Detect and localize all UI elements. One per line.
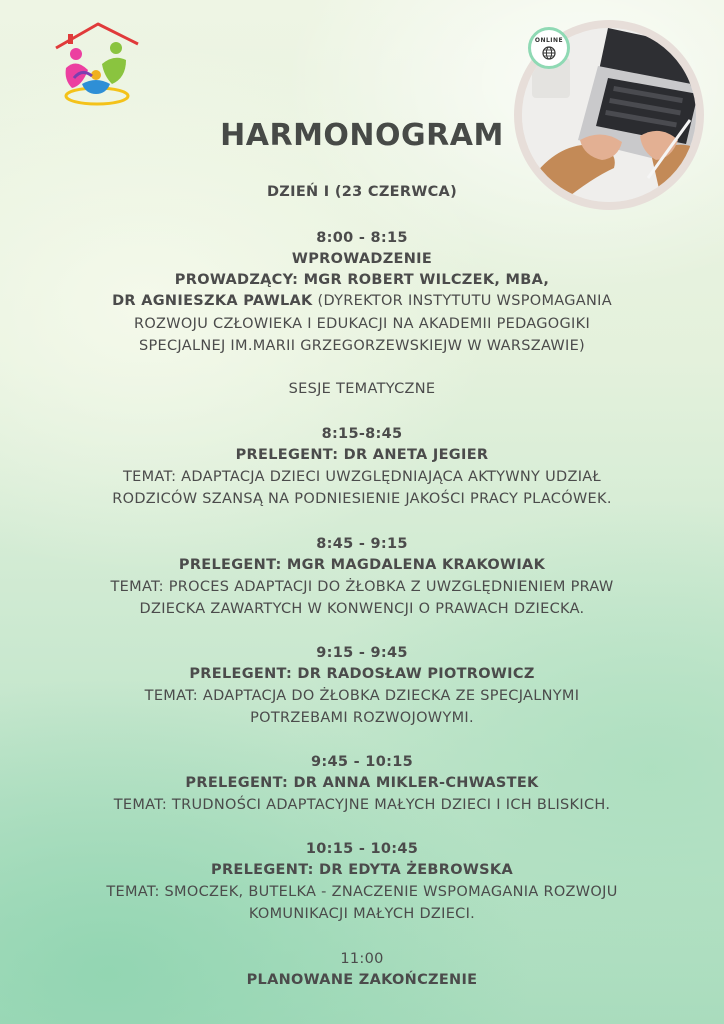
session-topic-line: POTRZEBAMI ROZWOJOWYMI.	[250, 710, 474, 726]
intro-time: 8:00 - 8:15	[316, 230, 408, 246]
session-topic-line: TEMAT: PROCES ADAPTACJI DO ŻŁOBKA Z UWZGLĘDNIENIEM PRAW	[110, 579, 614, 595]
session-topic-line: TEMAT: ADAPTACJA DZIECI UWZGLĘDNIAJĄCA AKTYWNY UDZIAŁ	[123, 469, 601, 485]
session-topic-line: RODZICÓW SZANSĄ NA PODNIESIENIE JAKOŚCI PRACY PLACÓWEK.	[112, 491, 612, 507]
session-time: 8:45 - 9:15	[316, 536, 408, 552]
session-topic-line: DZIECKA ZAWARTYCH W KONWENCJI O PRAWACH DZIECKA.	[139, 601, 585, 617]
session-topic-line: KOMUNIKACJI MAŁYCH DZIECI.	[248, 906, 476, 922]
session-topic-line: TEMAT: TRUDNOŚCI ADAPTACYJNE MAŁYCH DZIECI I ICH BLISKICH.	[113, 797, 611, 813]
session-speaker: PRELEGENT: DR ANETA JEGIER	[235, 447, 489, 463]
session-time: 8:15-8:45	[321, 426, 403, 442]
session-topic-line: TEMAT: ADAPTACJA DO ŻŁOBKA DZIECKA ZE SPECJALNYMI	[144, 688, 580, 704]
session-speaker: PRELEGENT: DR RADOSŁAW PIOTROWICZ	[189, 666, 535, 682]
sessions-heading: SESJE TEMATYCZNE	[288, 381, 436, 397]
intro-line3: ROZWOJU CZŁOWIEKA I EDUKACJI NA AKADEMII PEDAGOGIKI	[133, 316, 591, 332]
session-speaker: PRELEGENT: DR ANNA MIKLER-CHWASTEK	[185, 775, 539, 791]
online-badge-label: ONLINE	[534, 37, 564, 44]
session-time: 9:15 - 9:45	[316, 645, 408, 661]
session-speaker: PRELEGENT: DR EDYTA ŻEBROWSKA	[211, 862, 513, 878]
intro-title: WPROWADZENIE	[291, 251, 433, 267]
end-time: 11:00	[340, 951, 384, 967]
page-title: HARMONOGRAM	[220, 118, 504, 153]
day-heading: DZIEŃ I (23 CZERWCA)	[266, 184, 458, 200]
intro-host2-role: (DYREKTOR INSTYTUTU WSPOMAGANIA	[312, 293, 612, 309]
session-time: 9:45 - 10:15	[311, 754, 413, 770]
intro-hosts: PROWADZĄCY: MGR ROBERT WILCZEK, MBA,	[174, 272, 550, 288]
session-time: 10:15 - 10:45	[305, 841, 419, 857]
intro-line4: SPECJALNEJ IM.MARII GRZEGORZEWSKIEJW W WARSZAWIE)	[138, 338, 586, 354]
session-topic-line: TEMAT: SMOCZEK, BUTELKA - ZNACZENIE WSPOMAGANIA ROZWOJU	[106, 884, 618, 900]
intro-host2-name: DR AGNIESZKA PAWLAK	[112, 293, 313, 309]
end-label: PLANOWANE ZAKOŃCZENIE	[246, 972, 478, 988]
intro-host2	[0, 290, 724, 312]
globe-icon	[542, 46, 556, 60]
family-house-logo	[52, 20, 142, 110]
online-badge	[528, 27, 570, 69]
session-speaker: PRELEGENT: MGR MAGDALENA KRAKOWIAK	[178, 557, 546, 573]
